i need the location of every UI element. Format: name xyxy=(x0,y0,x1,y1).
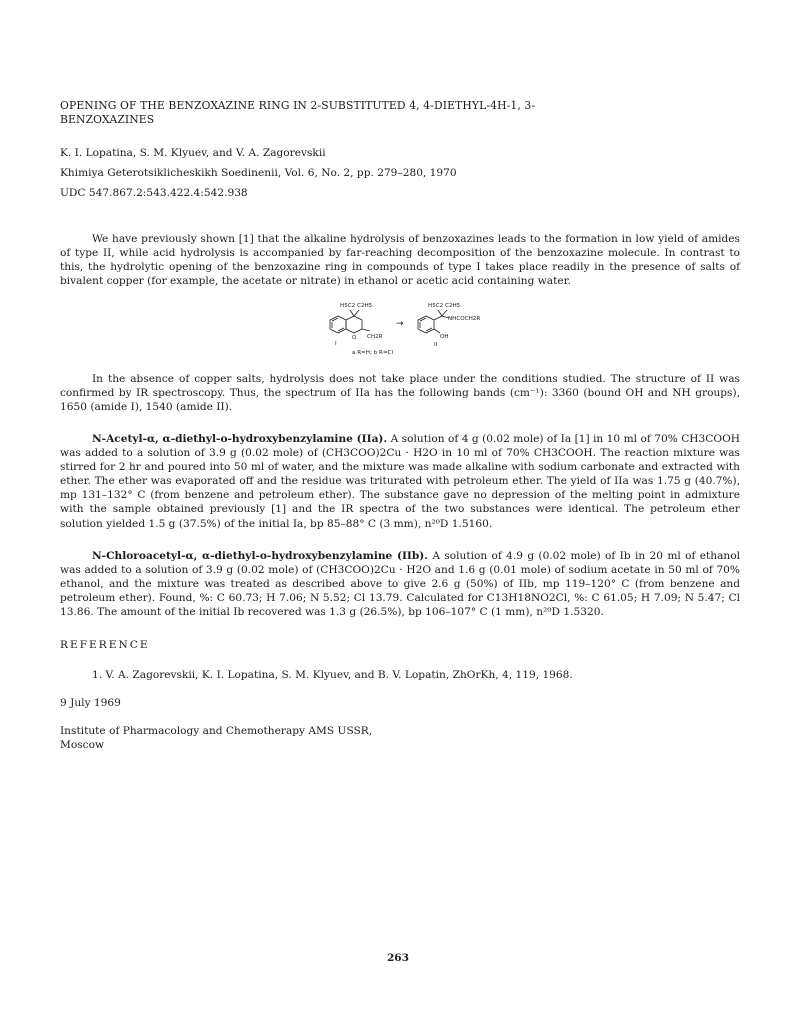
benzoxazine-structure xyxy=(330,310,370,333)
article-title xyxy=(60,99,740,128)
ir-paragraph: In the absence of copper salts, hydrolysis does not take place under the conditions studied. The structure of II was confirmed by IR spectroscopy. Thus, the spectrum of IIa has the following bands (cm⁻¹): 3360 (bound OH and NH groups), 1650 (amide I), 1540 (amide II). xyxy=(60,373,740,414)
page-number: 263 xyxy=(386,952,410,964)
left-ch2r: CH2R xyxy=(367,334,383,340)
authors: K. I. Lopatina, S. M. Klyuev, and V. A. Zagorevskii xyxy=(60,147,326,159)
udc-code: UDC 547.867.2:543.422.4:542.938 xyxy=(60,187,248,199)
IIa-body: A solution of 4 g (0.02 mole) of Ia [1] in 10 ml of 70% CH3COOH was added to a solution of 3.9 g (0.02 mole) of (CH3COO)2Cu · H2O in 10 ml of 70% CH3COOH. The reaction mixture was stirred for 2 hr and poured into 50 ml of water, and the mixture was made alkaline with sodium carbonate and extracted with ether. The ether was evaporated off and the residue was triturated with petroleum ether. The yield of IIa was 1.75 g (40.7%), mp 131–132° C (from benzene and petroleum ether). The substance gave no depression of the melting point in admixture with the sample obtained previously [1] and the IR spectra of the two substances were identical. The petroleum ether solution yielded 1.5 g (37.5%) of the initial Ia, bp 85–88° C (3 mm), n²⁰D 1.5160. xyxy=(60,433,740,530)
right-oh-group: OH xyxy=(440,334,449,340)
reaction-scheme xyxy=(318,298,500,358)
title-line-2: BENZOXAZINES xyxy=(60,113,155,127)
IIa-heading: N-Acetyl-α, α-diethyl-o-hydroxybenzylamine (IIa). xyxy=(92,433,388,445)
reference-item: 1. V. A. Zagorevskii, K. I. Lopatina, S. M. Klyuev, and B. V. Lopatin, ZhOrKh, 4, 119, 1968. xyxy=(92,669,573,681)
title-line-1: OPENING OF THE BENZOXAZINE RING IN 2-SUBSTITUTED 4, 4-DIETHYL-4H-1, 3- xyxy=(60,99,536,112)
experimental-IIb xyxy=(60,549,740,619)
reference-heading: REFERENCE xyxy=(60,639,150,651)
received-date: 9 July 1969 xyxy=(60,697,121,709)
institution xyxy=(60,724,740,752)
experimental-IIa xyxy=(60,432,740,531)
institution-line-1: Institute of Pharmacology and Chemotherapy AMS USSR, xyxy=(60,725,373,737)
IIb-heading: N-Chloroacetyl-α, α-diethyl-o-hydroxybenzylamine (IIb). xyxy=(92,550,428,562)
left-substituents: H5C2 C2H5 xyxy=(340,303,373,309)
IIb-body: A solution of 4.9 g (0.02 mole) of Ib in 20 ml of ethanol was added to a solution of 3.9 g (0.02 mole) of (CH3COO)2Cu · H2O and 1.6 g (0.01 mole) of sodium acetate in 50 ml of 70% ethanol, and the mixture was treated as described above to give 2.6 g (50%) of IIb, mp 119–120° C (from benzene and petroleum ether). Found, %: C 60.73; H 7.06; N 5.52; Cl 13.79. Calculated for C13H18NO2Cl, %: C 61.05; H 7.09; N 5.47; Cl 13.86. The amount of the initial Ib recovered was 1.3 g (26.5%), bp 106–107° C (1 mm), n²⁰D 1.5320. xyxy=(60,550,740,619)
amide-structure xyxy=(418,310,449,333)
left-oxygen: O xyxy=(352,335,357,341)
intro-paragraph: We have previously shown [1] that the alkaline hydrolysis of benzoxazines leads to the formation in low yield of amides of type II, while acid hydrolysis is accompanied by far-reaching decomposition of the benzoxazine molecule. In contrast to this, the hydrolytic opening of the benzoxazine ring in compounds of type I takes place readily in the presence of salts of bivalent copper (for example, the acetate or nitrate) in ethanol or acetic acid containing water. xyxy=(60,233,740,288)
reaction-arrow: → xyxy=(396,319,404,329)
scheme-caption: a R=H; b R=Cl xyxy=(352,350,394,356)
right-substituents: H5C2 C2H5 xyxy=(428,303,461,309)
label-I: I xyxy=(335,341,337,347)
right-nh-group: NHCOCH2R xyxy=(448,316,481,322)
journal-citation: Khimiya Geterotsiklicheskikh Soedinenii, Vol. 6, No. 2, pp. 279–280, 1970 xyxy=(60,167,457,179)
institution-line-2: Moscow xyxy=(60,739,105,752)
label-II: II xyxy=(434,342,438,348)
